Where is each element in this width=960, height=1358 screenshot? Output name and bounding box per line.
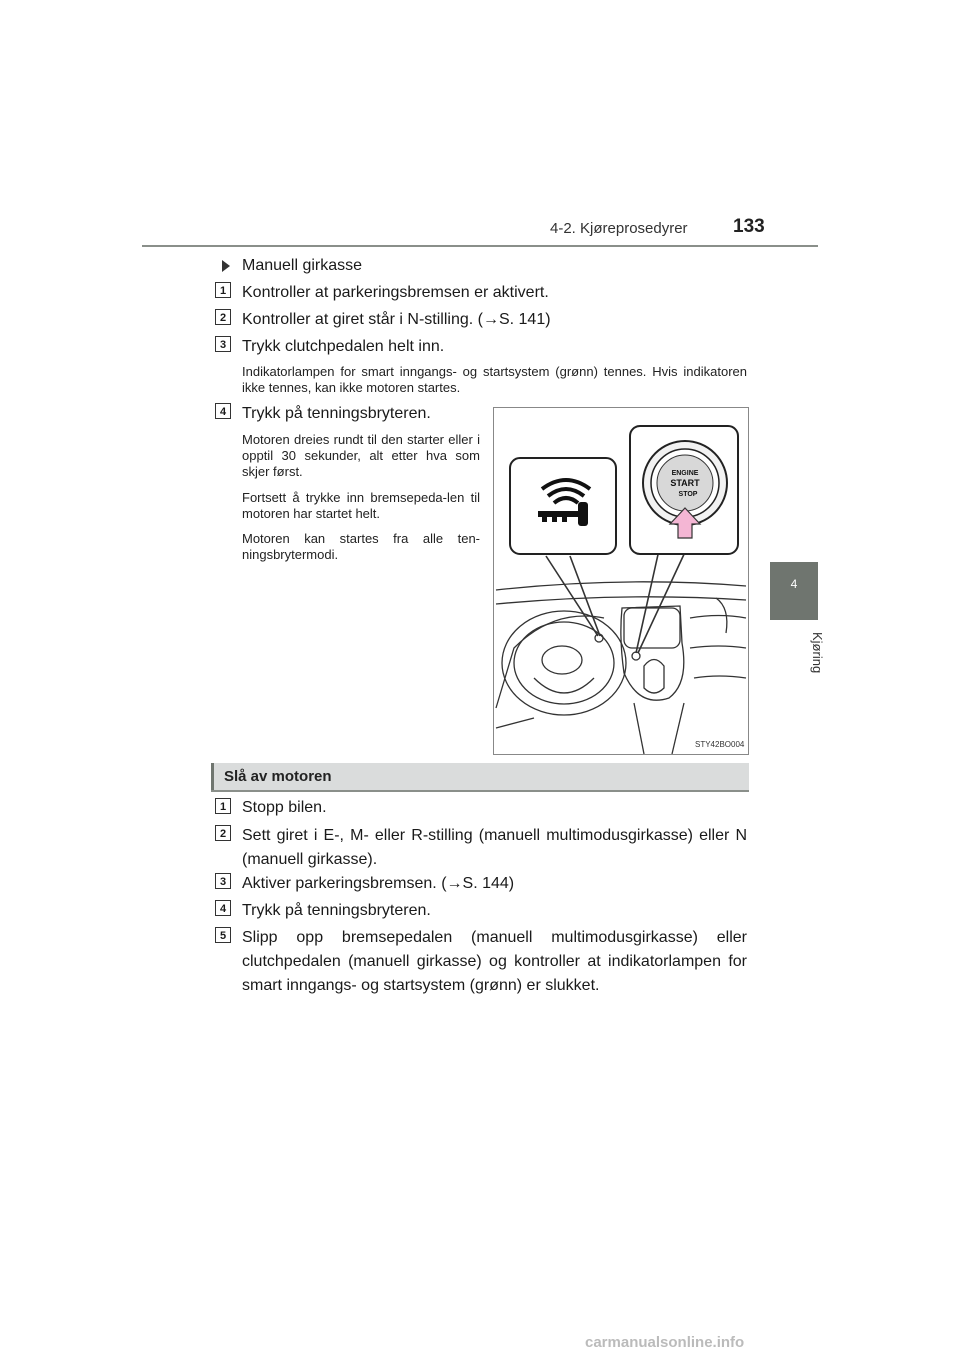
chapter-label: Kjøring [810,632,825,674]
dashboard-illustration [494,408,748,754]
step-text: Kontroller at giret står i N-stilling. (→S. 141) [242,311,551,328]
step-badge: 2 [215,309,231,325]
section-heading: Slå av motoren [224,768,332,785]
step-text: Trykk på tenningsbryteren. [242,902,431,919]
step-text: Aktiver parkeringsbremsen. (→S. 144) [242,875,515,892]
step-text: Slipp opp bremsepedalen (manuell multimodusgirkasse) eller clutchpedalen (manuell girkasse) og kontroller at indikatorlampen for smart inngangs- og startsystem (grønn) er slukket. [242,929,747,994]
page-number: 133 [733,216,765,237]
triangle-bullet-icon [222,260,230,272]
step-badge: 3 [215,336,231,352]
step-badge: 5 [215,927,231,943]
step-note: Fortsett å trykke inn bremsepeda-len til motoren har startet helt. [242,490,480,521]
step-badge: 4 [215,403,231,419]
step-text: Kontroller at parkeringsbremsen er aktivert. [242,284,549,301]
figure-code: STY42BO004 [695,740,745,749]
step-badge: 3 [215,873,231,889]
section-title: 4-2. Kjøreprosedyrer [550,220,688,237]
engine-start-stop-label: STOP [678,491,698,498]
engine-start-stop-label: START [670,478,700,488]
step-text: Stopp bilen. [242,799,327,816]
step-badge: 1 [215,798,231,814]
step-text: Sett giret i E-, M- eller R-stilling (manuell multimodusgirkasse) eller N (manuell girkasse). [242,827,747,868]
step-badge: 2 [215,825,231,841]
step-badge: 4 [215,900,231,916]
step-note: Motoren kan startes fra alle ten-ningsbrytermodi. [242,531,480,562]
start-button-figure [493,407,749,755]
step-badge: 1 [215,282,231,298]
step-text: Trykk clutchpedalen helt inn. [242,338,445,355]
footer-watermark: carmanualsonline.info [585,1334,745,1351]
header-rule [142,245,818,247]
chapter-tab[interactable]: 4 [770,562,818,620]
step-note: Motoren dreies rundt til den starter eller i opptil 30 sekunder, alt etter hva som skjer først. [242,432,480,479]
section-rule [211,790,749,792]
step-text: Trykk på tenningsbryteren. [242,405,431,422]
step-note: Indikatorlampen for smart inngangs- og startsystem (grønn) tennes. Hvis indikatoren ikke tennes, kan ikke motoren startes. [242,364,747,395]
manual-heading: Manuell girkasse [242,257,363,274]
engine-start-stop-label: ENGINE [671,470,699,477]
